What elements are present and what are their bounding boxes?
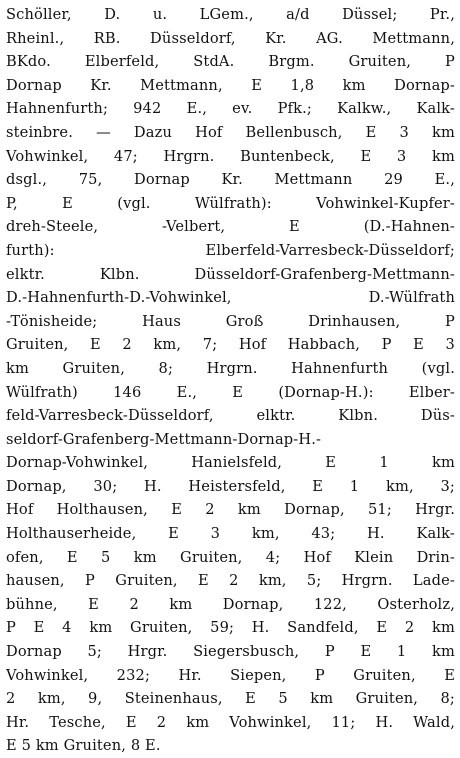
entry-line: Hr. Tesche, E 2 km Vohwinkel, 11; H. Wald, <box>6 713 455 731</box>
entry-line: hausen, P Gruiten, E 2 km, 5; Hrgrn. Lade- <box>6 572 455 590</box>
entry-line: steinbre. — Dazu Hof Bellenbusch, E 3 km <box>6 123 455 141</box>
entry-line-last: E 5 km Gruiten, 8 E. <box>6 737 161 755</box>
entry-line: ofen, E 5 km Gruiten, 4; Hof Klein Drin- <box>6 548 455 566</box>
entry-line: 2 km, 9, Steinenhaus, E 5 km Gruiten, 8; <box>6 690 455 708</box>
entry-line: dsgl., 75, Dornap Kr. Mettmann 29 E., <box>6 171 455 189</box>
entry-line: P E 4 km Gruiten, 59; H. Sandfeld, E 2 km <box>6 619 455 637</box>
entry-line: feld-Varresbeck-Düsseldorf, elktr. Klbn. Düs- <box>6 407 455 425</box>
entry-line: Rheinl., RB. Düsseldorf, Kr. AG. Mettmann, <box>6 29 455 47</box>
entry-line: Hof Holthausen, E 2 km Dornap, 51; Hrgr. <box>6 501 455 519</box>
entry-line: Dornap, 30; H. Heistersfeld, E 1 km, 3; <box>6 477 455 495</box>
entry-line: Vohwinkel, 47; Hrgrn. Buntenbeck, E 3 km <box>6 147 455 165</box>
entry-line: BKdo. Elberfeld, StdA. Brgm. Gruiten, P <box>6 53 455 71</box>
entry-line: P, E (vgl. Wülfrath): Vohwinkel-Kupfer- <box>6 194 455 212</box>
entry-line: Holthauserheide, E 3 km, 43; H. Kalk- <box>6 525 455 543</box>
entry-line: Dornap 5; Hrgr. Siegersbusch, P E 1 km <box>6 643 455 661</box>
entry-line: dreh-Steele, -Velbert, E (D.-Hahnen- <box>6 218 455 236</box>
entry-line: Dornap Kr. Mettmann, E 1,8 km Dornap- <box>6 76 455 94</box>
entry-line: seldorf-Grafenberg-Mettmann-Dornap-H.- <box>6 430 322 448</box>
entry-line: -Tönisheide; Haus Groß Drinhausen, P <box>6 312 455 330</box>
entry-line: furth): Elberfeld-Varresbeck-Düsseldorf; <box>6 241 455 259</box>
entry-line: Gruiten, E 2 km, 7; Hof Habbach, P E 3 <box>6 336 455 354</box>
entry-line: Schöller, D. u. LGem., a/d Düssel; Pr., <box>6 6 455 23</box>
entry-line: Vohwinkel, 232; Hr. Siepen, P Gruiten, E <box>6 666 455 684</box>
entry-line: Dornap-Vohwinkel, Hanielsfeld, E 1 km <box>6 454 455 472</box>
entry-line: D.-Hahnenfurth-D.-Vohwinkel, D.-Wülfrath <box>6 289 455 307</box>
entry-line: Wülfrath) 146 E., E (Dornap-H.): Elber- <box>6 383 455 401</box>
entry-line: Hahnenfurth; 942 E., ev. Pfk.; Kalkw., Kalk- <box>6 100 455 118</box>
entry-line: elktr. Klbn. Düsseldorf-Grafenberg-Mettmann- <box>6 265 455 283</box>
entry-line: km Gruiten, 8; Hrgrn. Hahnenfurth (vgl. <box>6 359 455 377</box>
gazetteer-entry-schoeller <box>6 3 455 758</box>
entry-line: bühne, E 2 km Dornap, 122, Osterholz, <box>6 595 455 613</box>
